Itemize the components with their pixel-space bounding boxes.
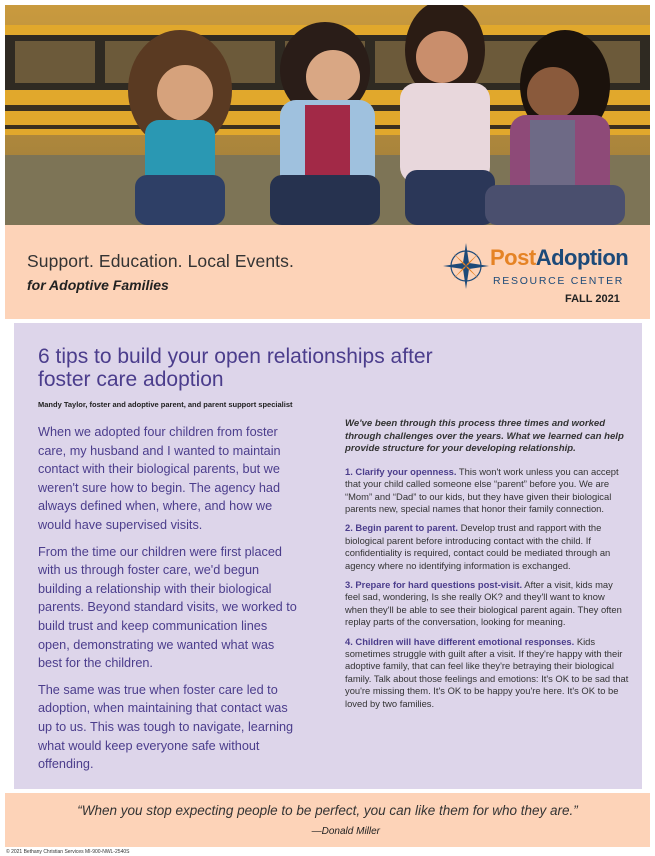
tip-item [345, 636, 629, 710]
quote-band [5, 793, 650, 847]
compass-star-icon [441, 241, 491, 291]
pull-quote: “When you stop expecting people to be perfect, you can like them for who they are.” [77, 803, 578, 818]
newsletter-subline: for Adoptive Families [27, 277, 169, 293]
post-adoption-logo [441, 239, 641, 309]
tips-intro: We've been through this process three times and worked through challenges over the years. What we learned can help provide structure for your developing relationship. [345, 418, 624, 455]
tip-text: This won't work unless you can accept that your child called someone else “parent” before you. We are “Mom” and “Dad” to our kids, but they have given their biological parents new, special names that honor their family connection. [345, 465, 619, 514]
logo-brand-name [490, 245, 628, 271]
tip-text: Kids sometimes struggle with guilt after a visit. If they're happy with their adoptive family, that can feel like they're betraying their biological family. Talk about those feelings and emotions: It's OK to be sad that you're missing them. It's OK to be happy you're here. It's OK to be loved by two families. [345, 635, 629, 709]
article-paragraph: When we adopted four children from foster care, my husband and I wanted to maintain contact with their biological parents, but we weren't sure how to begin. The agency had always defined when, where, and how we would have supervised visits. [38, 425, 281, 532]
article-panel [14, 323, 642, 789]
newsletter-tagline: Support. Education. Local Events. [27, 251, 294, 271]
hero-photo-illustration [5, 5, 650, 225]
logo-brand-part-1: Post [490, 245, 536, 270]
tip-text: Develop trust and rapport with the biological parent before introducing contact with the child. If confidentiality is required, contact could be mediated through an agency where no identifying information is exchanged. [345, 522, 611, 571]
article-title: 6 tips to build your open relationships after foster care adoption [38, 345, 433, 391]
header-band [5, 225, 650, 319]
tip-heading: 4. Children will have different emotional responses. [345, 635, 575, 647]
tip-heading: 2. Begin parent to parent. [345, 522, 459, 534]
tip-item [345, 522, 629, 572]
article-byline: Mandy Taylor, foster and adoptive parent, and parent support specialist [38, 400, 293, 409]
tip-heading: 1. Clarify your openness. [345, 465, 457, 477]
tip-item [345, 579, 629, 629]
quote-author: —Donald Miller [311, 826, 380, 837]
issue-season: FALL 2021 [565, 293, 620, 305]
article-left-column [38, 423, 300, 782]
article-right-column [345, 418, 629, 717]
tip-heading: 3. Prepare for hard questions post-visit. [345, 579, 523, 591]
hero-photo [5, 5, 650, 225]
tip-text: After a visit, kids may feel sad, wondering, Is she really OK? and they'll want to know when they'll be able to see their biological parent again. They often replay parts of the conversation, looking for meaning. [345, 579, 622, 628]
article-paragraph: From the time our children were first placed with us through foster care, we'd begun building a relationship with their biological parents. Beyond standard visits, we worked to build trust and keep communication lines open, demonstrating we wanted what was best for the children. [38, 544, 297, 671]
tip-item [345, 466, 629, 516]
footer-copyright: © 2021 Bethany Christian Services MI-900-NWL-2540S [6, 849, 130, 855]
logo-brand-part-2: Adoption [535, 245, 629, 270]
article-paragraph: The same was true when foster care led to adoption, when maintaining that contact was up to us. This was tough to navigate, learning what would keep everyone safe without offending. [38, 682, 294, 772]
logo-subtitle: RESOURCE CENTER [493, 275, 625, 287]
